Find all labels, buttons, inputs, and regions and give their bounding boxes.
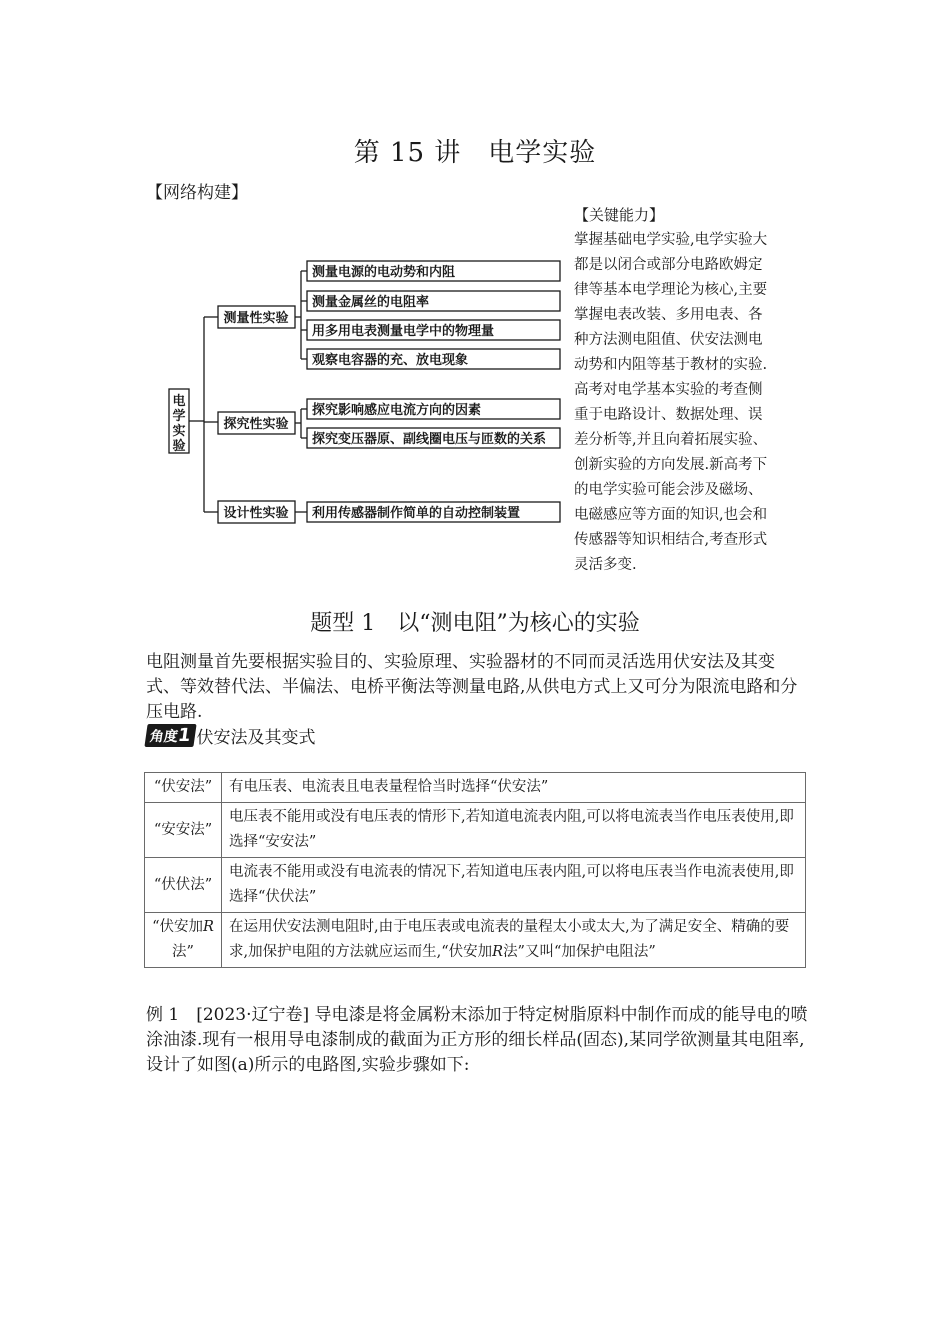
angle-text: 伏安法及其变式 (196, 727, 316, 748)
angle-heading (146, 722, 316, 748)
methods-table (144, 772, 806, 968)
lecture-title: 第 15 讲 电学实验 (353, 138, 597, 168)
intro-paragraph: 电阻测量首先要根据实验目的、实验原理、实验器材的不同而灵活选用伏安法及其变式、等效替代法、半偏法、电桥平衡法等测量电路,从供电方式上又可分为限流电路和分压电路. (146, 652, 798, 722)
method-desc: 有电压表、电流表且电表量程恰当时选择“伏安法” (222, 773, 806, 803)
method-desc: 电压表不能用或没有电压表的情形下,若知道电流表内阻,可以将电流表当作电压表使用,即选择“安安法” (222, 803, 806, 858)
angle-badge: 角度1 (144, 724, 196, 747)
topic-title: 题型 1 以“测电阻”为核心的实验 (310, 611, 640, 636)
method-name: “安安法” (145, 803, 222, 858)
key-ability-panel (574, 203, 774, 578)
table-row (145, 803, 806, 858)
concept-map (166, 252, 566, 527)
branch-explore: 探究性实验 (223, 417, 289, 432)
leaf-item: 测量电源的电动势和内阻 (312, 265, 456, 280)
leaf-item: 观察电容器的充、放电现象 (312, 353, 469, 368)
method-name: “伏伏法” (145, 858, 222, 913)
table-row (145, 913, 806, 968)
leaf-item: 用多用电表测量电学中的物理量 (312, 324, 495, 339)
key-ability-heading: 【关键能力】 (574, 206, 665, 224)
branch-measure: 测量性实验 (223, 311, 289, 326)
leaf-item: 探究变压器原、副线圈电压与匝数的关系 (312, 432, 547, 447)
leaf-item: 利用传感器制作简单的自动控制装置 (312, 506, 521, 521)
method-name: “伏安法” (145, 773, 222, 803)
method-desc: 电流表不能用或没有电流表的情况下,若知道电压表内阻,可以将电压表当作电流表使用,即选择“伏伏法” (222, 858, 806, 913)
branch-design: 设计性实验 (223, 506, 289, 521)
key-ability-text: 掌握基础电学实验,电学实验大都是以闭合或部分电路欧姆定律等基本电学理论为核心,主要掌握电表改装、多用电表、各种方法测电阻值、伏安法测电动势和内阻等基于教材的实验.高考对电学基本实验的考查侧重于电路设计、数据处理、误差分析等,并且向着拓展实验、创新实验的方向发展.新高考下的电学实验可能会涉及磁场、电磁感应等方面的知识,也会和传感器等知识相结合,考查形式灵活多变. (574, 232, 768, 573)
network-label: 【网络构建】 (146, 183, 248, 203)
leaf-item: 探究影响感应电流方向的因素 (312, 403, 482, 418)
root-node: 电学实验 (172, 394, 186, 454)
table-row (145, 773, 806, 803)
example-1: 例 1 [2023·辽宁卷] 导电漆是将金属粉末添加于特定树脂原料中制作而成的能导电的喷涂油漆.现有一根用导电漆制成的截面为正方形的细长样品(固态),某同学欲测量其电阻率,设计了如图(a)所示的电路图,实验步骤如下: (146, 1005, 808, 1075)
leaf-item: 测量金属丝的电阻率 (312, 295, 430, 310)
method-name: “伏安加R法” (145, 913, 222, 968)
method-desc: 在运用伏安法测电阻时,由于电压表或电流表的量程太小或太大,为了满足安全、精确的要求,加保护电阻的方法就应运而生,“伏安加R法”又叫“加保护电阻法” (222, 913, 806, 968)
table-row (145, 858, 806, 913)
